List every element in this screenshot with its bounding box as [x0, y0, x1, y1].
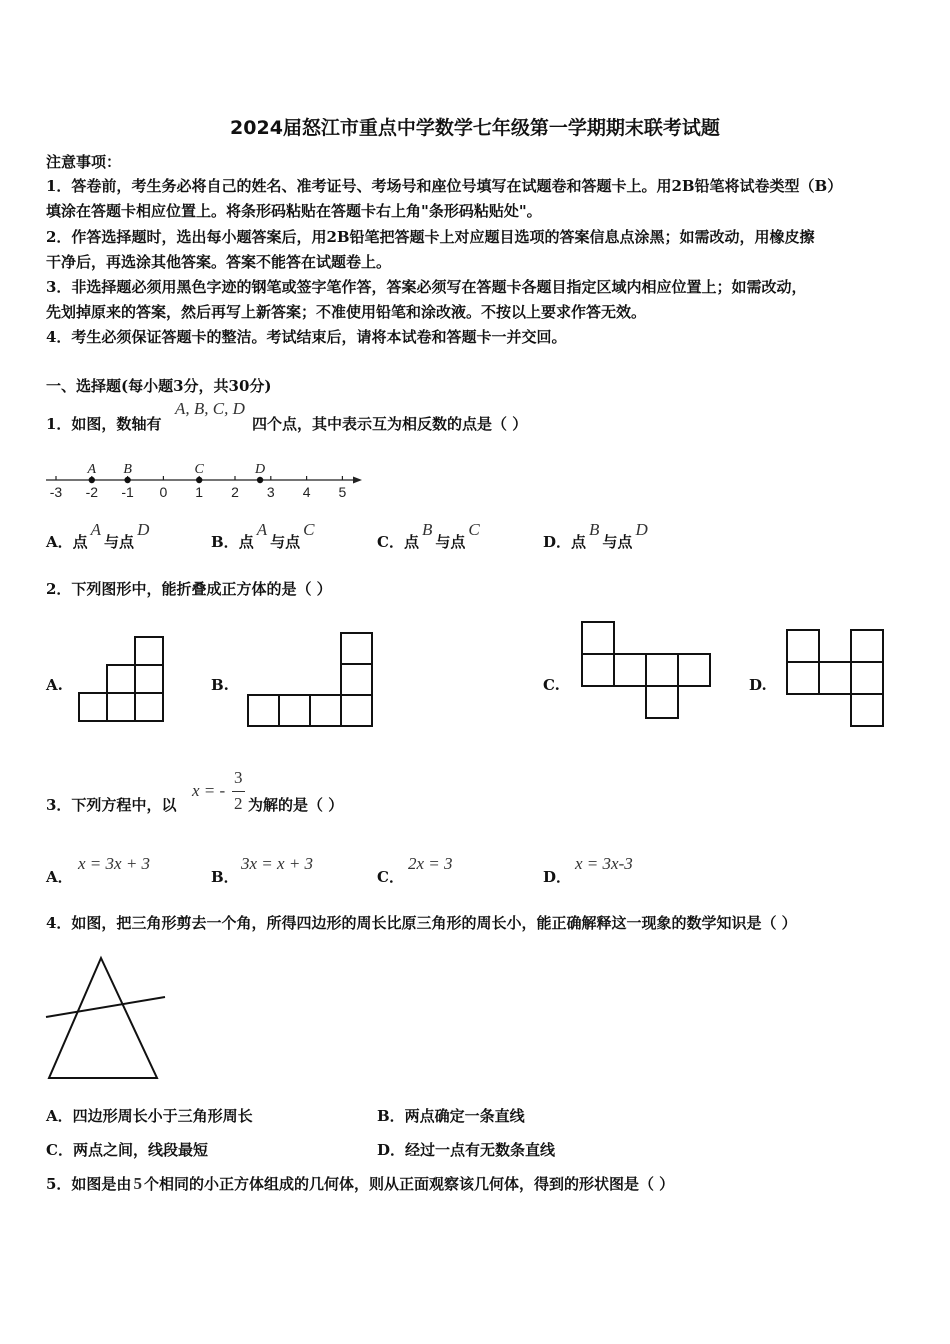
q5-text-pre: 5．如图是由	[46, 1175, 132, 1193]
q3-option-c-letter[interactable]: C．	[377, 868, 404, 886]
axis-point-label: B	[123, 462, 132, 477]
q1-text-pre: 1．如图，数轴有	[46, 415, 162, 433]
q3-x-equals: x = -	[192, 781, 226, 800]
triangle-cut-figure	[44, 955, 174, 1085]
net-square	[310, 695, 341, 726]
page-title: 2024届怒江市重点中学数学七年级第一学期期末联考试题	[230, 117, 720, 139]
net-square	[248, 695, 279, 726]
axis-point	[257, 477, 263, 483]
net-square	[279, 695, 310, 726]
notice-line: 1．答卷前，考生务必将自己的姓名、准考证号、考场号和座位号填写在试题卷和答题卡上。用2B铅笔将试卷类型（B）	[46, 177, 843, 195]
axis-tick-label: 3	[266, 484, 275, 500]
net-square	[135, 693, 163, 721]
net-square	[851, 662, 883, 694]
net-square	[787, 630, 819, 662]
q5-text-post: 个相同的小正方体组成的几何体，则从正面观察该几何体，得到的形状图是（ ）	[143, 1175, 675, 1193]
q3-option-c-expr: 2x = 3	[408, 854, 453, 873]
section-heading: 一、选择题(每小题3分，共30分)	[46, 377, 272, 395]
notice-line: 2．作答选择题时，选出每小题答案后，用2B铅笔把答题卡上对应题目选项的答案信息点涂黑；如需改动，用橡皮擦	[46, 228, 815, 246]
q3-fraction-bar	[232, 791, 245, 792]
option-point: A	[90, 520, 102, 539]
net-square	[341, 633, 372, 664]
q4-text: 4．如图，把三角形剪去一个角，所得四边形的周长比原三角形的周长小，能正确解释这一现象的数学知识是（ ）	[46, 914, 797, 932]
net-square	[678, 654, 710, 686]
number-line-figure	[40, 455, 370, 515]
q1-option-b[interactable]	[211, 520, 315, 551]
axis-tick-label: -1	[121, 484, 134, 500]
cube-net-b	[247, 632, 377, 732]
option-word: 点	[403, 533, 419, 551]
q1-math-points: A, B, C, D	[175, 399, 245, 418]
notice-line: 填涂在答题卡相应位置上。将条形码粘贴在答题卡右上角"条形码粘贴处"。	[46, 202, 542, 220]
axis-tick-label: 5	[338, 484, 347, 500]
q1-text-post: 四个点，其中表示互为相反数的点是（ ）	[252, 415, 528, 433]
notice-line: 4．考生必须保证答题卡的整洁。考试结束后，请将本试卷和答题卡一并交回。	[46, 328, 567, 346]
q1-option-c[interactable]	[377, 520, 480, 551]
cut-line	[46, 997, 165, 1017]
cube-net-a	[78, 636, 168, 726]
net-square	[787, 662, 819, 694]
net-square	[135, 637, 163, 665]
q2-option-a-label[interactable]: A.	[46, 676, 63, 694]
net-square	[107, 693, 135, 721]
net-square	[135, 665, 163, 693]
option-point: D	[635, 520, 648, 539]
option-word: 与点	[602, 533, 633, 551]
q3-text-post: 为解的是（ ）	[248, 796, 344, 814]
axis-point-label: A	[87, 462, 97, 477]
option-word: 与点	[435, 533, 466, 551]
net-square	[851, 694, 883, 726]
option-word: 点	[571, 533, 587, 551]
option-letter: B．	[211, 533, 239, 551]
q1-option-a[interactable]	[46, 520, 150, 551]
option-point: B	[421, 520, 433, 539]
axis-tick-label: 1	[195, 484, 204, 500]
option-letter: A．	[46, 533, 73, 551]
cube-net-d	[785, 628, 890, 728]
net-square	[341, 664, 372, 695]
q3-fraction-numerator: 3	[234, 768, 243, 787]
net-square	[614, 654, 646, 686]
q2-option-c-label[interactable]: C.	[543, 676, 560, 694]
axis-point	[196, 477, 202, 483]
axis-tick-label: -2	[85, 484, 99, 500]
q5-number: 5	[133, 1174, 142, 1193]
q5-text	[46, 1175, 674, 1193]
axis-point	[89, 477, 95, 483]
net-square	[819, 662, 851, 694]
notice-line: 干净后，再选涂其他答案。答案不能答在试题卷上。	[46, 253, 392, 271]
notice-line: 3．非选择题必须用黑色字迹的钢笔或签字笔作答，答案必须写在答题卡各题目指定区域内相应位置上；如需改动，	[46, 278, 807, 296]
q3-option-a-letter[interactable]: A．	[46, 868, 73, 886]
option-word: 与点	[104, 533, 135, 551]
axis-tick-label: 4	[302, 484, 311, 500]
q3-option-d-expr: x = 3x-3	[575, 854, 633, 873]
net-square	[646, 686, 678, 718]
option-point: B	[589, 520, 600, 539]
net-square	[851, 630, 883, 662]
axis-point-label: C	[194, 462, 204, 477]
axis-point-label: D	[254, 462, 266, 477]
option-point: D	[137, 520, 150, 539]
q4-option-a[interactable]: A．四边形周长小于三角形周长	[46, 1107, 253, 1125]
option-letter: C．	[377, 533, 404, 551]
q3-fraction-denominator: 2	[234, 794, 243, 813]
q4-option-b[interactable]: B．两点确定一条直线	[377, 1107, 525, 1125]
q3-option-d-letter[interactable]: D．	[543, 868, 572, 886]
net-square	[582, 654, 614, 686]
option-point: A	[256, 520, 268, 539]
option-word: 与点	[270, 533, 301, 551]
q2-text: 2．下列图形中，能折叠成正方体的是（ ）	[46, 580, 332, 598]
net-square	[79, 693, 107, 721]
q2-option-b-label[interactable]: B.	[211, 676, 229, 694]
q3-option-b-letter[interactable]: B．	[211, 868, 239, 886]
q3-text-pre: 3．下列方程中，以	[46, 796, 177, 814]
q3-option-a-expr: x = 3x + 3	[78, 854, 151, 873]
q4-option-d[interactable]: D．经过一点有无数条直线	[377, 1141, 556, 1159]
triangle-shape	[49, 958, 157, 1078]
net-square	[646, 654, 678, 686]
q2-option-d-label[interactable]: D.	[749, 676, 767, 694]
option-letter: D．	[543, 533, 572, 551]
notice-heading: 注意事项：	[46, 153, 122, 171]
option-point: C	[303, 520, 315, 539]
axis-tick-label: -3	[49, 484, 63, 500]
notice-line: 先划掉原来的答案，然后再写上新答案；不准使用铅笔和涂改液。不按以上要求作答无效。	[46, 303, 647, 321]
axis-tick-label: 2	[231, 484, 239, 500]
axis-point	[124, 477, 130, 483]
q3-option-b-expr: 3x = x + 3	[241, 854, 314, 873]
option-word: 点	[72, 533, 88, 551]
q1-option-d[interactable]	[543, 520, 648, 551]
axis-tick-label: 0	[159, 484, 168, 500]
option-word: 点	[238, 533, 254, 551]
net-square	[341, 695, 372, 726]
cube-net-c	[580, 620, 715, 725]
net-square	[107, 665, 135, 693]
net-square	[582, 622, 614, 654]
option-point: C	[468, 520, 480, 539]
q4-option-c[interactable]: C．两点之间，线段最短	[46, 1141, 208, 1159]
